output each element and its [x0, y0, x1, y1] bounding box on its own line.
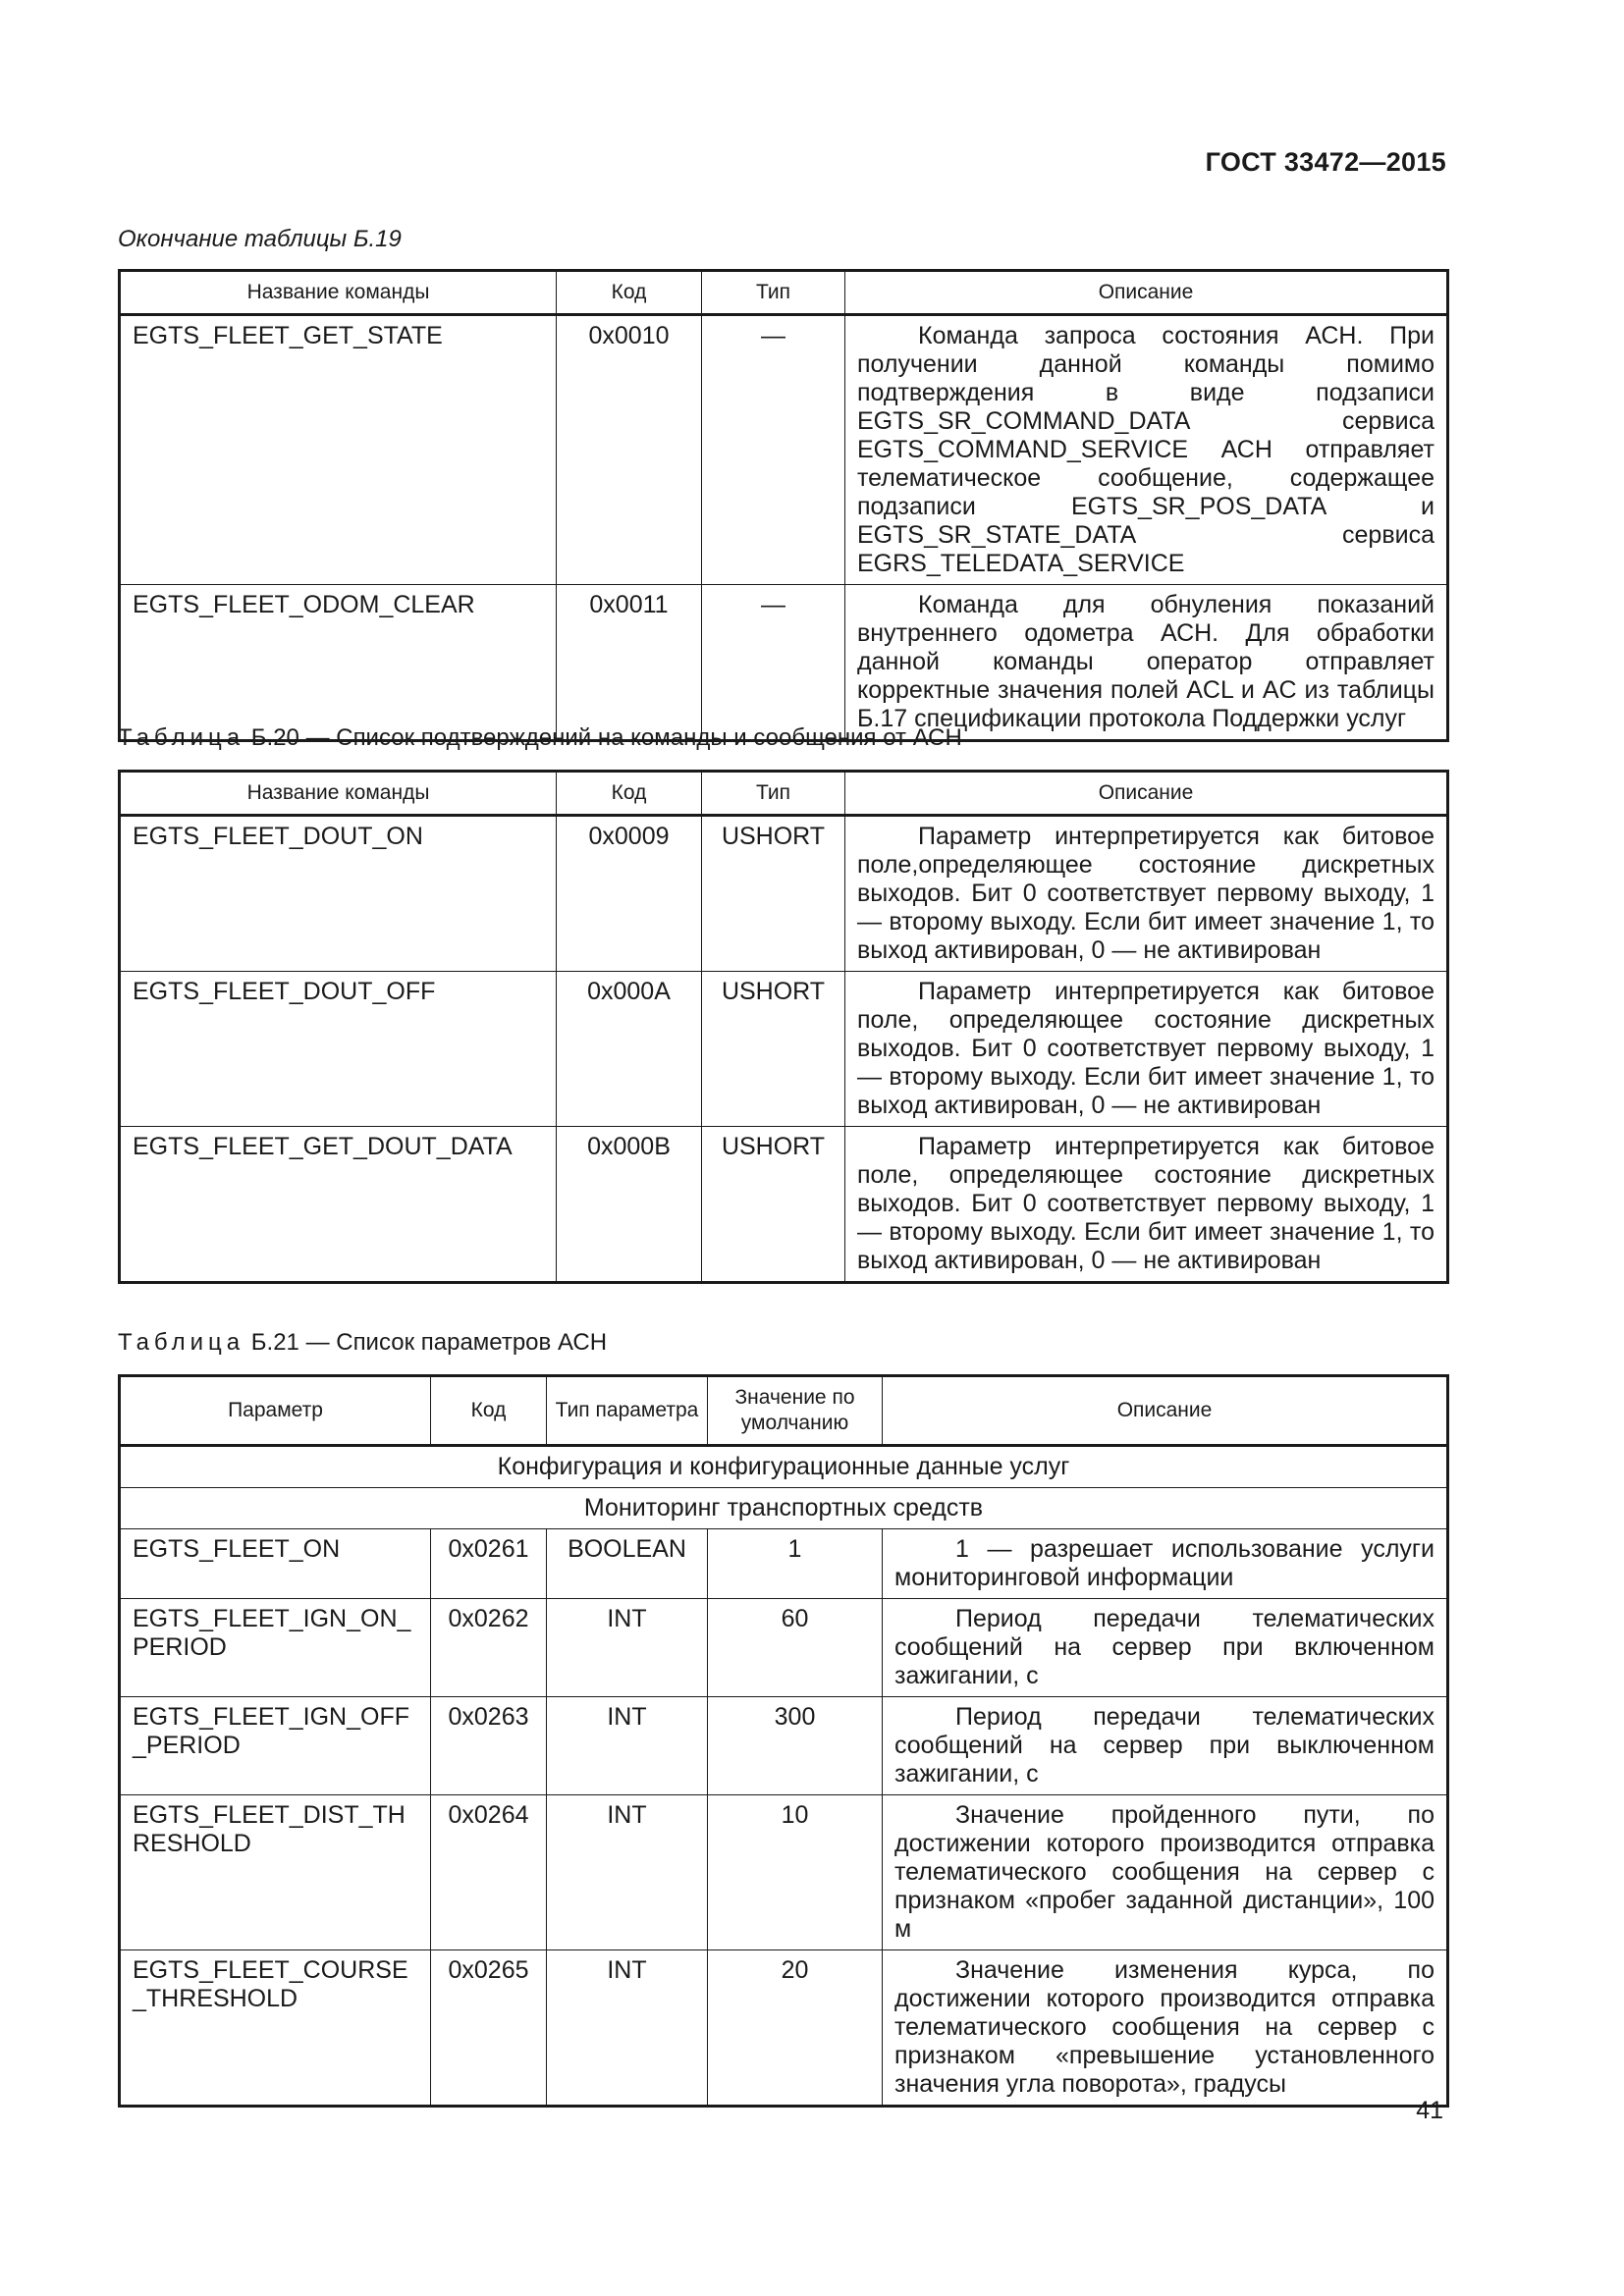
section-title: Конфигурация и конфигурационные данные услуг	[120, 1446, 1448, 1488]
command-name: EGTS_FLEET_DOUT_ON	[120, 816, 557, 972]
column-header-type: Тип	[702, 772, 845, 816]
parameter-default: 1	[708, 1529, 883, 1599]
section-row	[120, 1446, 1448, 1488]
table-b19	[118, 269, 1449, 742]
parameter-code: 0x0265	[431, 1950, 547, 2107]
column-header-parameter: Параметр	[120, 1376, 431, 1446]
table-row	[120, 585, 1448, 741]
table-title: Б.21 — Список параметров АСН	[250, 1329, 608, 1356]
parameter-name: EGTS_FLEET_IGN_OFF_PERIOD	[120, 1697, 431, 1795]
command-description: Параметр интерпретируется как битовое поле,определяющее состояние дискретных выходов. Бит 0 соответствует первому выходу, 1 — второму выходу. Если бит имеет значение 1, то выход активирован, 0 — не активирован	[845, 816, 1448, 972]
parameter-code: 0x0263	[431, 1697, 547, 1795]
parameter-name: EGTS_FLEET_IGN_ON_PERIOD	[120, 1599, 431, 1697]
parameter-default: 300	[708, 1697, 883, 1795]
command-description: Параметр интерпретируется как битовое поле, определяющее состояние дискретных выходов. Бит 0 соответствует первому выходу, 1 — второму выходу. Если бит имеет значение 1, то выход активирован, 0 — не активирован	[845, 972, 1448, 1127]
parameter-description: Значение изменения курса, по достижении которого производится отправка телематического сообщения на сервер с признаком «превышение установленного значения угла поворота», градусы	[883, 1950, 1448, 2107]
command-type: USHORT	[702, 1127, 845, 1283]
column-header-type: Тип параметра	[547, 1376, 708, 1446]
table-label: Таблица	[118, 1329, 245, 1356]
parameter-name: EGTS_FLEET_COURSE_THRESHOLD	[120, 1950, 431, 2107]
command-type: —	[702, 585, 845, 741]
table-label: Таблица	[118, 724, 245, 751]
command-description: Команда запроса состояния АСН. При получении данной команды помимо подтверждения в виде подзаписи EGTS_SR_COMMAND_DATA сервиса EGTS_COMMAND_SERVICE АСН отправляет телематическое сообщение, содержащее подзаписи EGTS_SR_POS_DATA и EGTS_SR_STATE_DATA сервиса EGRS_TELEDATA_SERVICE	[845, 315, 1448, 585]
column-header-type: Тип	[702, 271, 845, 315]
column-header-description: Описание	[845, 271, 1448, 315]
table-b19-caption: Окончание таблицы Б.19	[118, 226, 402, 252]
parameter-description: Период передачи телематических сообщений на сервер при выключенном зажигании, с	[883, 1697, 1448, 1795]
section-title: Мониторинг транспортных средств	[120, 1488, 1448, 1529]
section-row	[120, 1488, 1448, 1529]
table-row	[120, 315, 1448, 585]
command-type: USHORT	[702, 816, 845, 972]
command-code: 0x0010	[557, 315, 702, 585]
command-code: 0x0009	[557, 816, 702, 972]
table-b21-caption	[118, 1329, 607, 1357]
parameter-default: 20	[708, 1950, 883, 2107]
parameter-name: EGTS_FLEET_DIST_THRESHOLD	[120, 1795, 431, 1950]
command-code: 0x0011	[557, 585, 702, 741]
parameter-description: Период передачи телематических сообщений на сервер при включенном зажигании, с	[883, 1599, 1448, 1697]
page-number: 41	[1416, 2097, 1443, 2124]
parameter-code: 0x0261	[431, 1529, 547, 1599]
parameter-name: EGTS_FLEET_ON	[120, 1529, 431, 1599]
table-row	[120, 816, 1448, 972]
table-row	[120, 1795, 1448, 1950]
table-row	[120, 1529, 1448, 1599]
command-name: EGTS_FLEET_DOUT_OFF	[120, 972, 557, 1127]
column-header-name: Название команды	[120, 271, 557, 315]
parameter-description: Значение пройденного пути, по достижении которого производится отправка телематического сообщения на сервер с признаком «пробег заданной дистанции», 100 м	[883, 1795, 1448, 1950]
column-header-code: Код	[557, 271, 702, 315]
command-name: EGTS_FLEET_ODOM_CLEAR	[120, 585, 557, 741]
column-header-code: Код	[557, 772, 702, 816]
standard-header: ГОСТ 33472—2015	[1205, 147, 1446, 177]
command-code: 0x000A	[557, 972, 702, 1127]
column-header-default: Значение по умолчанию	[708, 1376, 883, 1446]
column-header-description: Описание	[883, 1376, 1448, 1446]
parameter-description: 1 — разрешает использование услуги мониторинговой информации	[883, 1529, 1448, 1599]
parameter-default: 60	[708, 1599, 883, 1697]
parameter-code: 0x0262	[431, 1599, 547, 1697]
table-row	[120, 1127, 1448, 1283]
command-type: USHORT	[702, 972, 845, 1127]
parameter-type: INT	[547, 1599, 708, 1697]
parameter-default: 10	[708, 1795, 883, 1950]
table-row	[120, 1697, 1448, 1795]
command-description: Параметр интерпретируется как битовое поле, определяющее состояние дискретных выходов. Бит 0 соответствует первому выходу, 1 — второму выходу. Если бит имеет значение 1, то выход активирован, 0 — не активирован	[845, 1127, 1448, 1283]
table-b20-caption	[118, 724, 962, 752]
command-description: Команда для обнуления показаний внутреннего одометра АСН. Для обработки данной команды оператор отправляет корректные значения полей ACL и AC из таблицы Б.17 спецификации протокола Поддержки услуг	[845, 585, 1448, 741]
table-row	[120, 1599, 1448, 1697]
command-name: EGTS_FLEET_GET_STATE	[120, 315, 557, 585]
table-row	[120, 1950, 1448, 2107]
parameter-type: INT	[547, 1697, 708, 1795]
command-type: —	[702, 315, 845, 585]
parameter-type: INT	[547, 1795, 708, 1950]
column-header-description: Описание	[845, 772, 1448, 816]
column-header-name: Название команды	[120, 772, 557, 816]
table-row	[120, 972, 1448, 1127]
parameter-code: 0x0264	[431, 1795, 547, 1950]
table-b21	[118, 1374, 1449, 2108]
command-code: 0x000B	[557, 1127, 702, 1283]
command-name: EGTS_FLEET_GET_DOUT_DATA	[120, 1127, 557, 1283]
table-b20	[118, 770, 1449, 1284]
table-title: Б.20 — Список подтверждений на команды и сообщения от АСН	[250, 724, 962, 751]
parameter-type: BOOLEAN	[547, 1529, 708, 1599]
parameter-type: INT	[547, 1950, 708, 2107]
column-header-code: Код	[431, 1376, 547, 1446]
